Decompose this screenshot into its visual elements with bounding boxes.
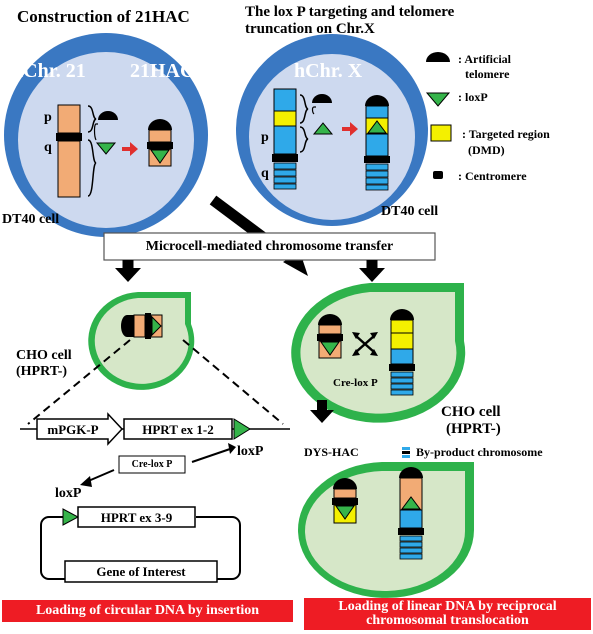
arm-q-left: q <box>44 140 52 155</box>
arrow-down-left <box>115 268 141 282</box>
dys-hac-label: DYS-HAC <box>304 445 359 459</box>
arrow-down-right <box>359 268 385 282</box>
legend <box>426 52 451 179</box>
dys-hac-chromosome <box>332 478 358 523</box>
cre-lox-mid: Cre-lox P <box>333 377 378 389</box>
title-right-line1: The lox P targeting and telomere <box>245 4 455 20</box>
legend-targeted-line2: (DMD) <box>468 143 505 157</box>
hchr21-label: hChr. 21 <box>12 60 86 82</box>
banner-right <box>304 598 591 630</box>
legend-targeted-icon <box>431 125 451 141</box>
legend-telomere-line2: telomere <box>465 67 510 81</box>
arrow-down-bottom <box>310 410 334 423</box>
arm-p-left: p <box>44 110 52 125</box>
legend-telomere-line1: : Artificial <box>458 52 511 66</box>
loxp-label-1: loxP <box>237 444 264 459</box>
cho-left-line1: CHO cell <box>16 348 72 363</box>
truncated-chrx <box>364 95 390 190</box>
cre-lox-label: Cre-lox P <box>131 459 173 470</box>
arm-p-right: p <box>261 130 269 145</box>
legend-centromere: : Centromere <box>458 169 527 183</box>
hchrx-label: hChr. X <box>294 60 363 82</box>
legend-centromere-icon <box>433 171 443 179</box>
21hac-label: 21HAC <box>130 60 195 82</box>
title-right-line2: truncation on Chr.X <box>245 21 375 37</box>
cho-cell-left <box>88 292 194 390</box>
hac-with-loxp-left <box>121 313 162 339</box>
hprt-ex39-label: HPRT ex 3-9 <box>100 510 173 525</box>
byproduct-chromosome <box>398 467 424 559</box>
21hac-chromosome <box>147 119 173 166</box>
loxp-circle-icon <box>63 509 78 525</box>
legend-telomere-icon <box>426 52 450 62</box>
dt40-label-right: DT40 cell <box>381 204 439 219</box>
byproduct-label: By-product chromosome <box>416 445 543 459</box>
cho-cell-bottom <box>298 462 474 598</box>
banner-left: Loading of circular DNA by insertion <box>2 600 293 622</box>
title-left: Construction of 21HAC <box>17 7 190 26</box>
hchrx-chromosome <box>272 89 298 189</box>
legend-targeted-line1: : Targeted region <box>462 127 550 141</box>
cho-right-line2: (HPRT-) <box>446 421 501 437</box>
cho-left-line2: (HPRT-) <box>16 364 68 379</box>
goi-label: Gene of Interest <box>96 564 186 579</box>
legend-loxp: : loxP <box>458 90 488 104</box>
arm-q-right: q <box>261 166 269 181</box>
loxp-construct-icon <box>234 419 250 439</box>
banner-right-line1: Loading of linear DNA by reciprocal <box>338 599 557 614</box>
banner-right-line2: chromosomal translocation <box>366 613 529 628</box>
cho-right-line1: CHO cell <box>441 404 501 420</box>
hchr21-chromosome <box>56 105 82 197</box>
dt40-label-left: DT40 cell <box>2 212 60 227</box>
loxp-label-2: loxP <box>55 486 82 501</box>
transfer-box-label: Microcell-mediated chromosome transfer <box>145 239 394 254</box>
mpgk-label: mPGK-P <box>47 422 99 437</box>
hprt-ex12-label: HPRT ex 1-2 <box>142 422 214 437</box>
legend-loxp-icon <box>427 93 449 106</box>
